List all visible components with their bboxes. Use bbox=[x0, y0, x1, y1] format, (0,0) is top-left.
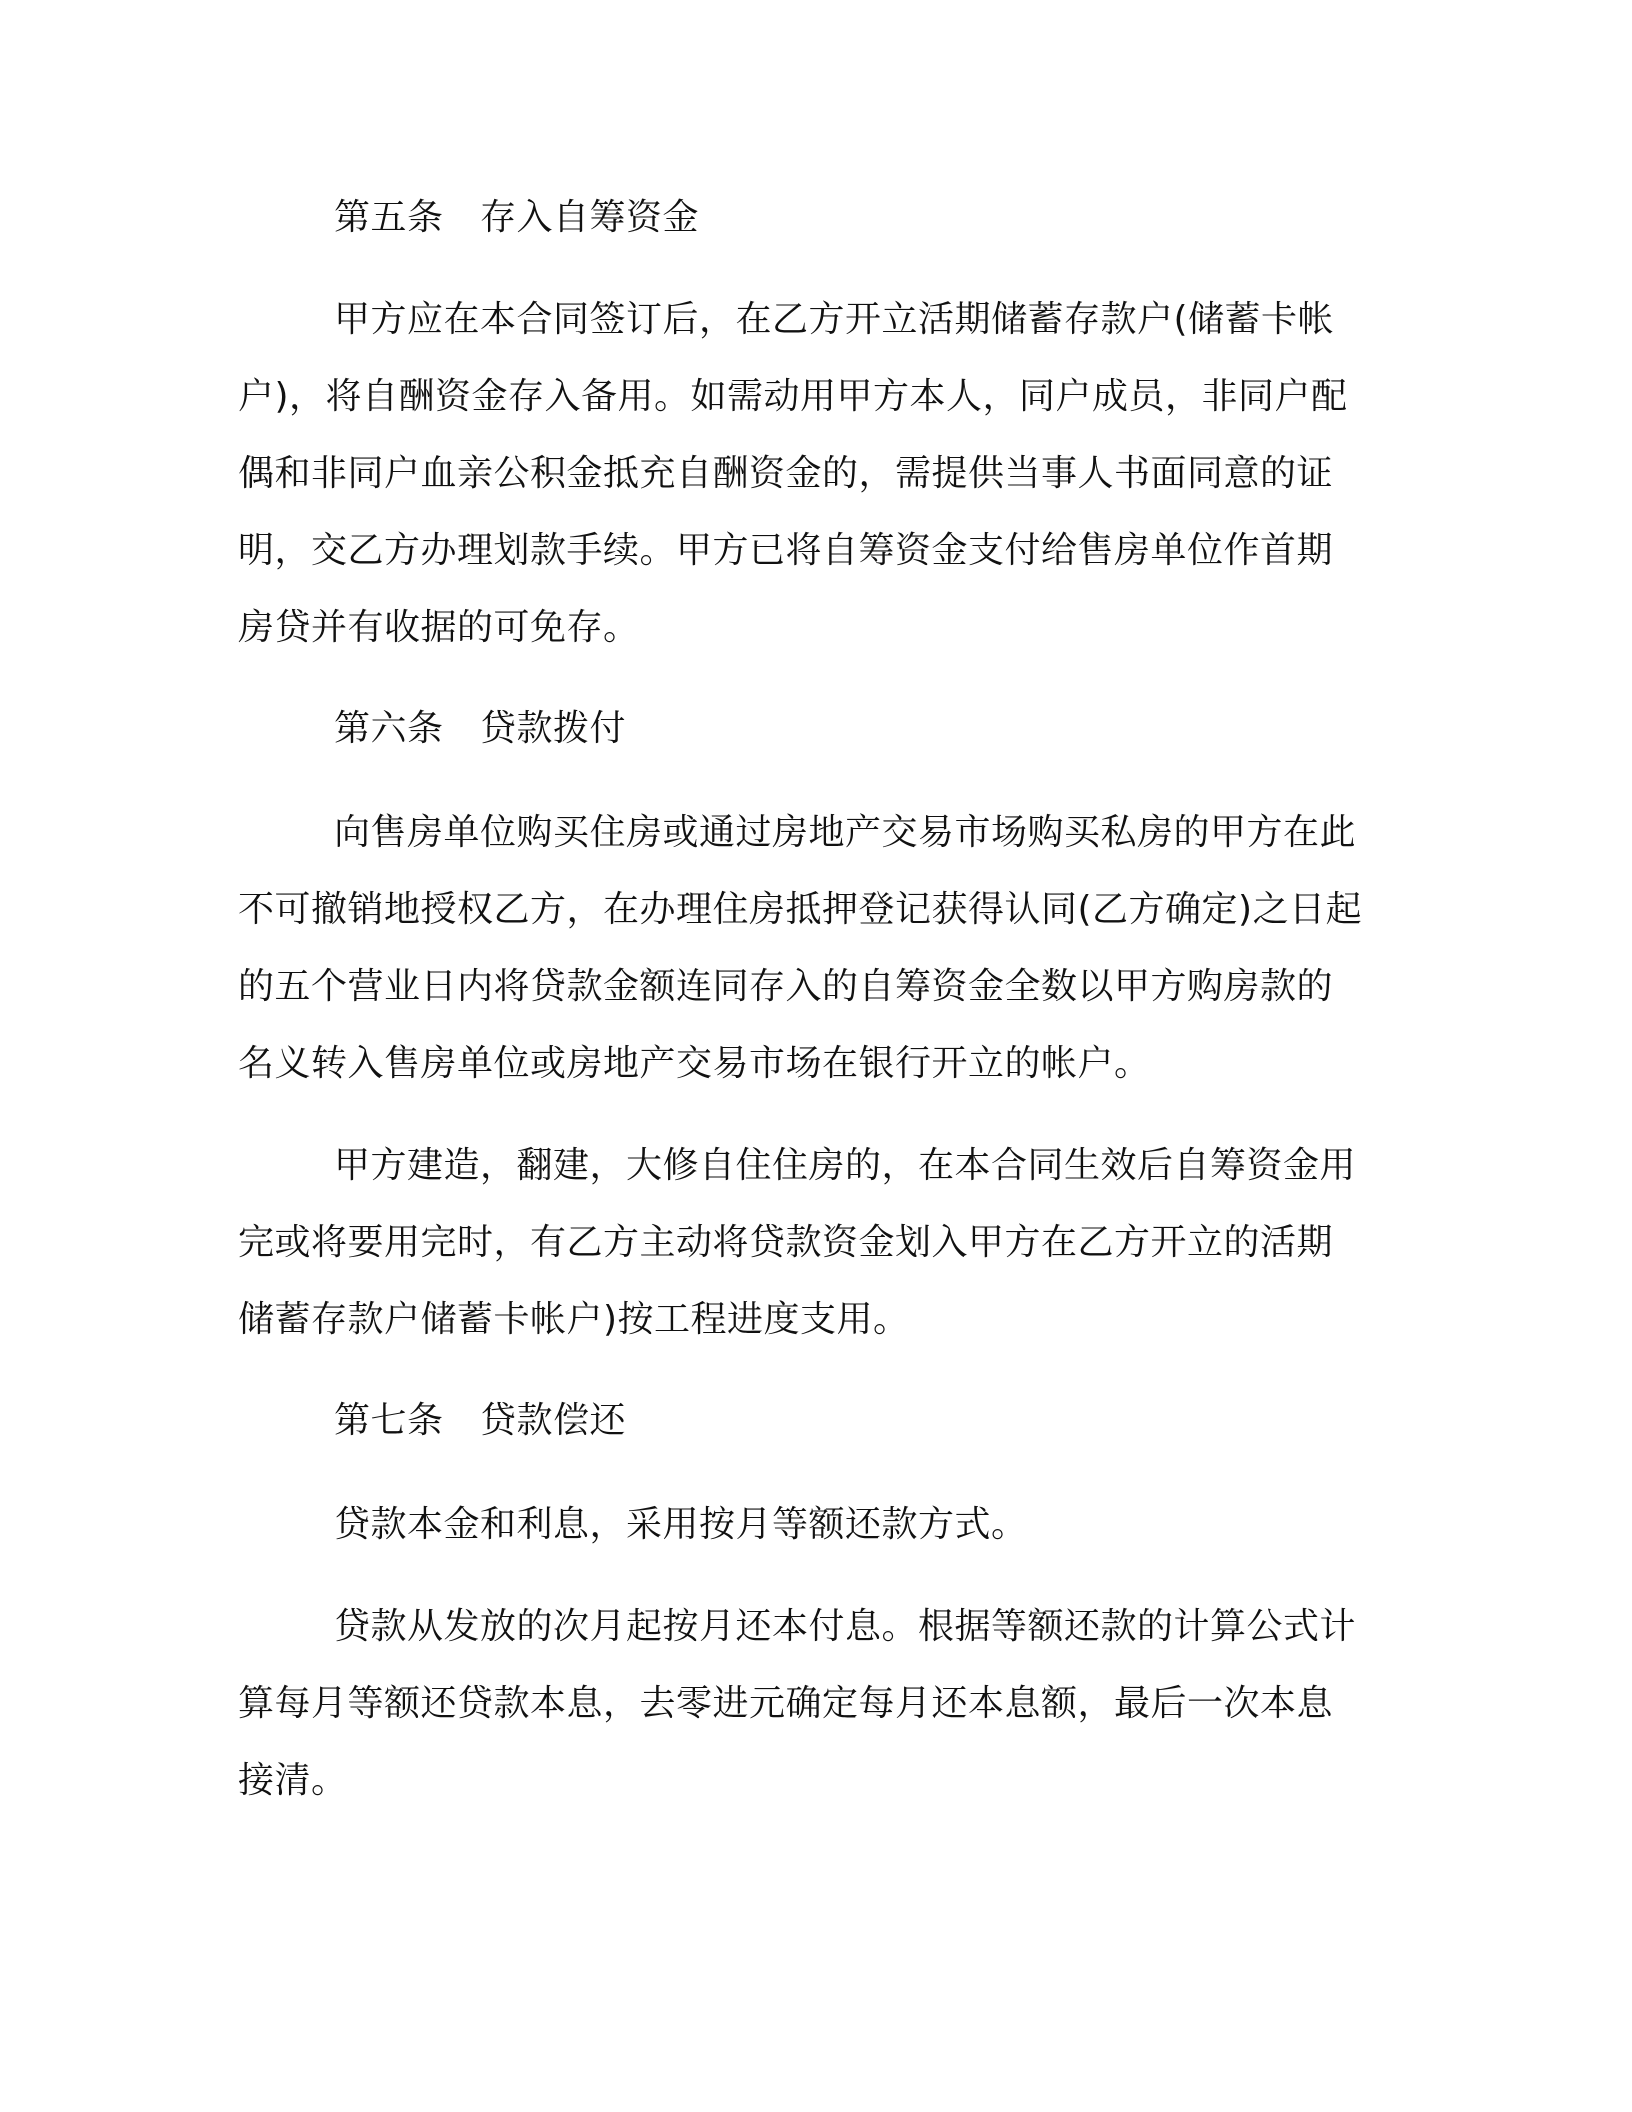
section-5-number: 第五条 bbox=[334, 197, 444, 238]
section-5-title: 存入自筹资金 bbox=[480, 197, 700, 238]
paragraph-line: 甲方建造，翻建，大修自住住房的，在本合同生效后自筹资金用 bbox=[334, 1145, 1357, 1186]
paragraph-line: 贷款从发放的次月起按月还本付息。根据等额还款的计算公式计 bbox=[334, 1606, 1357, 1647]
paragraph-line: 甲方应在本合同签订后，在乙方开立活期储蓄存款户(储蓄卡帐 bbox=[334, 299, 1335, 340]
paragraph-line: 户)，将自酬资金存入备用。如需动用甲方本人，同户成员，非同户配 bbox=[238, 376, 1348, 417]
section-7-title: 贷款偿还 bbox=[480, 1400, 627, 1441]
paragraph-line: 贷款本金和利息，采用按月等额还款方式。 bbox=[334, 1504, 1028, 1545]
section-7-heading bbox=[334, 1397, 626, 1445]
paragraph-line: 房贷并有收据的可免存。 bbox=[238, 607, 640, 648]
section-7-number: 第七条 bbox=[334, 1400, 444, 1441]
paragraph-line: 向售房单位购买住房或通过房地产交易市场购买私房的甲方在此 bbox=[334, 812, 1357, 853]
section-6-title: 贷款拨付 bbox=[480, 708, 627, 749]
paragraph-line: 名义转入售房单位或房地产交易市场在银行开立的帐户。 bbox=[238, 1043, 1151, 1084]
paragraph-line: 偶和非同户血亲公积金抵充自酬资金的，需提供当事人书面同意的证 bbox=[238, 453, 1334, 494]
paragraph-line: 算每月等额还贷款本息，去零进元确定每月还本息额，最后一次本息 bbox=[238, 1683, 1334, 1724]
paragraph-line: 明，交乙方办理划款手续。甲方已将自筹资金支付给售房单位作首期 bbox=[238, 530, 1334, 571]
paragraph-line: 不可撤销地授权乙方，在办理住房抵押登记获得认同(乙方确定)之日起 bbox=[238, 889, 1363, 930]
section-6-heading bbox=[334, 705, 626, 753]
paragraph-line: 接清。 bbox=[238, 1760, 348, 1801]
section-5-heading bbox=[334, 194, 699, 242]
paragraph-line: 储蓄存款户储蓄卡帐户)按工程进度支用。 bbox=[238, 1299, 910, 1340]
section-6-number: 第六条 bbox=[334, 708, 444, 749]
paragraph-line: 的五个营业日内将贷款金额连同存入的自筹资金全数以甲方购房款的 bbox=[238, 966, 1334, 1007]
paragraph-line: 完或将要用完时，有乙方主动将贷款资金划入甲方在乙方开立的活期 bbox=[238, 1222, 1334, 1263]
